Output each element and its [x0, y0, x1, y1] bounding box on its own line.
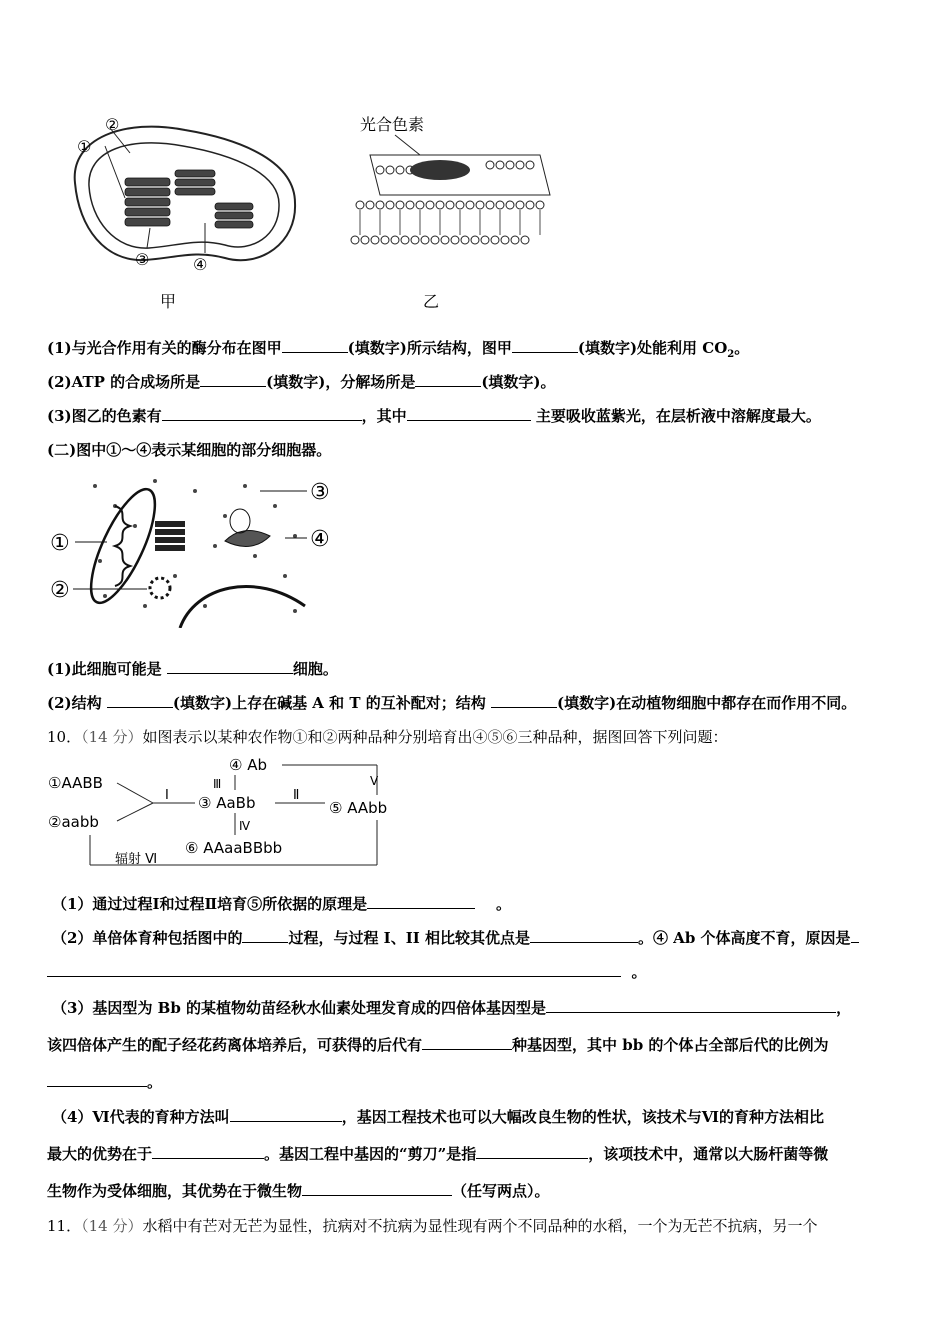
question-line: （4）Ⅵ代表的育种方法叫 ，基因工程技术也可以大幅改良生物的性状，该技术与Ⅵ的育种方法相比	[52, 1108, 824, 1126]
thylakoid-membrane-figure	[340, 110, 560, 260]
q10-stem: 10．（14 分）如图表示以某种农作物①和②两种品种分别培育出④⑤⑥三种品种，据图回答下列问题：	[47, 728, 728, 746]
question-line: (1)此细胞可能是 细胞。	[47, 660, 338, 678]
label-3: ③	[310, 480, 330, 505]
breeding-diagram	[45, 755, 405, 870]
node-3: ③ AaBb	[198, 794, 256, 812]
label-1: ①	[77, 137, 92, 156]
label-1: ①	[50, 531, 70, 556]
cell-organelle-figure	[45, 466, 345, 628]
question-line: (2)ATP 的合成场所是 (填数字)，分解场所是 (填数字)。	[47, 373, 556, 391]
node-4: ④ Ab	[229, 756, 267, 774]
node-p2: ②aabb	[48, 813, 99, 831]
question-line: 。	[47, 1071, 162, 1092]
node-6: ⑥ AAaaBBbb	[185, 839, 283, 857]
label-2: ②	[105, 115, 120, 134]
caption-yi: 乙	[423, 292, 440, 311]
label-4: ④	[310, 527, 330, 552]
question-line: （1）通过过程Ⅰ和过程Ⅱ培育⑤所依据的原理是 。	[52, 895, 512, 913]
step-2: Ⅱ	[293, 788, 300, 803]
question-line: 生物作为受体细胞，其优势在于微生物 （任写两点）。	[47, 1182, 550, 1200]
question-line: （3）基因型为 Bb 的某植物幼苗经秋水仙素处理发育成的四倍体基因型是 ，	[52, 999, 852, 1017]
step-3: Ⅲ	[213, 777, 222, 791]
step-4: Ⅳ	[239, 819, 251, 833]
node-5: ⑤ AAbb	[329, 799, 388, 817]
label-3: ③	[135, 250, 150, 269]
step-1: Ⅰ	[165, 788, 169, 803]
question-line: 。	[47, 961, 646, 982]
question-line: (3)图乙的色素有 ，其中 主要吸收蓝紫光，在层析液中溶解度最大。	[47, 407, 821, 425]
label-4: ④	[193, 255, 208, 274]
chloroplast-figure	[65, 108, 315, 278]
node-p1: ①AABB	[48, 774, 103, 792]
step-6: 辐射 Ⅵ	[115, 852, 158, 867]
question-line: (2)结构 (填数字)上存在碱基 A 和 T 的互补配对；结构 (填数字)在动植物细胞中都存在而作用不同。	[47, 694, 857, 712]
step-5: Ⅴ	[370, 774, 379, 788]
caption-jia: 甲	[160, 292, 177, 311]
question-line: 最大的优势在于 。基因工程中基因的“剪刀”是指 ，该项技术中，通常以大肠杆菌等微	[47, 1145, 829, 1163]
question-line: 该四倍体产生的配子经花药离体培养后，可获得的后代有 种基因型，其中 bb 的个体占全部后代的比例为	[47, 1036, 829, 1054]
question-line: （2）单倍体育种包括图中的 过程，与过程 I、II 相比较其优点是 。④ Ab 个体高度不育，原因是	[52, 927, 859, 948]
section-heading: (二)图中①～④表示某细胞的部分细胞器。	[47, 441, 332, 459]
q11-stem: 11．（14 分）水稻中有芒对无芒为显性，抗病对不抗病为显性现有两个不同品种的水稻，一个为无芒不抗病，另一个	[47, 1217, 818, 1235]
question-line: (1)与光合作用有关的酶分布在图甲 (填数字)所示结构，图甲 (填数字)处能利用 $CO_2$。	[47, 339, 750, 360]
pigment-label: 光合色素	[360, 115, 425, 134]
label-2: ②	[50, 578, 70, 603]
